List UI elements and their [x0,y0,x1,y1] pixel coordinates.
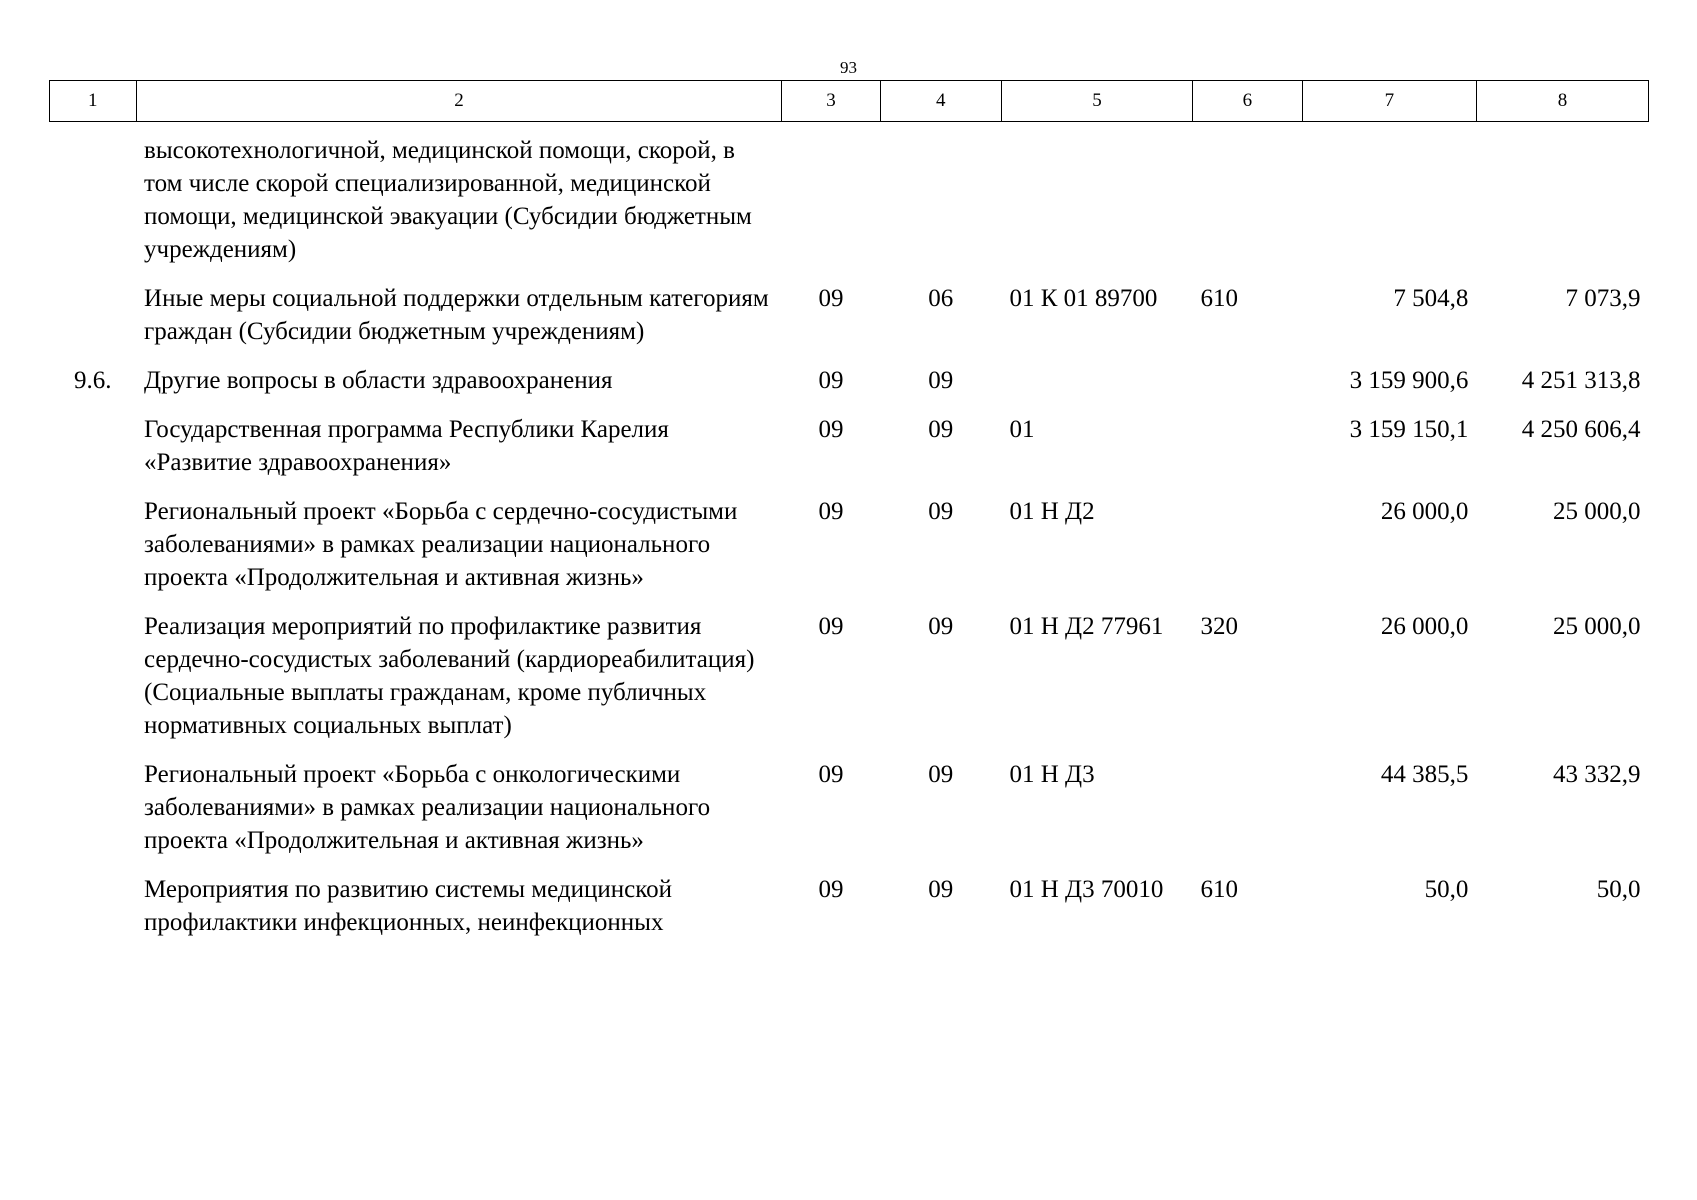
section-code-cell: 09 [818,285,844,312]
section-code-cell: 09 [818,761,844,788]
amount-col8-cell: 4 251 313,8 [1521,367,1641,394]
subsection-code-cell: 09 [928,876,954,903]
amount-col7-cell: 3 159 900,6 [1349,367,1469,394]
section-code-cell: 09 [818,876,844,903]
section-code-cell: 09 [818,498,844,525]
section-cell: 9.6. [74,367,112,394]
amount-col7-cell [1302,122,1476,283]
expense-type-cell: 610 [1200,285,1239,312]
amount-col7-cell: 26 000,0 [1380,498,1469,525]
amount-col8-cell: 43 332,9 [1553,761,1641,788]
name-cell: Другие вопросы в области здравоохранения [144,367,613,394]
section-cell [50,282,137,364]
table-row [50,364,1649,413]
table-row [50,413,1649,495]
target-article-cell: 01 Н Д3 [1009,761,1095,788]
subsection-code-cell: 09 [928,416,954,443]
column-header: 7 [1302,81,1476,122]
section-code-cell: 09 [818,416,844,443]
subsection-code-cell: 09 [928,761,954,788]
expense-type-cell [1193,364,1303,413]
subsection-code-cell: 06 [928,285,954,312]
amount-col8-cell [1476,122,1648,283]
amount-col7-cell: 7 504,8 [1393,285,1469,312]
expense-type-cell [1193,122,1303,283]
amount-col8-cell: 25 000,0 [1553,613,1641,640]
section-cell [50,873,137,955]
column-header: 2 [136,81,782,122]
subsection-code-cell: 09 [928,367,954,394]
target-article-cell: 01 К 01 89700 [1009,285,1158,312]
column-header: 3 [782,81,880,122]
expense-type-cell [1193,413,1303,495]
name-cell: Мероприятия по развитию системы медицинской профилактики инфекционных, неинфекционных [144,876,672,936]
name-cell: Региональный проект «Борьба с онкологическими заболеваниями» в рамках реализации национального проекта «Продолжительная и активная жизнь» [144,761,711,854]
amount-col8-cell: 7 073,9 [1565,285,1641,312]
column-header: 8 [1476,81,1648,122]
section-code-cell [782,122,880,283]
name-cell: Реализация мероприятий по профилактике развития сердечно-сосудистых заболеваний (кардиореабилитация) (Социальные выплаты гражданам, кроме публичных нормативных социальных выплат) [144,613,755,739]
header-row [50,81,1649,122]
table-row [50,282,1649,364]
amount-col8-cell: 50,0 [1596,876,1641,903]
target-article-cell [1001,364,1192,413]
column-header: 5 [1001,81,1192,122]
name-cell: Региональный проект «Борьба с сердечно-сосудистыми заболеваниями» в рамках реализации национального проекта «Продолжительная и активная жизнь» [144,498,738,591]
expense-type-cell [1193,758,1303,873]
column-header: 6 [1193,81,1303,122]
target-article-cell: 01 Н Д3 70010 [1009,876,1164,903]
target-article-cell: 01 Н Д2 [1009,498,1095,525]
table-row [50,610,1649,758]
subsection-code-cell: 09 [928,498,954,525]
subsection-code-cell [880,122,1001,283]
table-row [50,873,1649,955]
name-cell: Иные меры социальной поддержки отдельным категориям граждан (Субсидии бюджетным учреждениям) [144,285,769,345]
section-cell [50,610,137,758]
name-cell: высокотехнологичной, медицинской помощи, скорой, в том числе скорой специализированной, медицинской помощи, медицинской эвакуации (Субсидии бюджетным учреждениям) [144,137,752,263]
expense-type-cell: 610 [1200,876,1239,903]
expense-type-cell [1193,495,1303,610]
table-row [50,122,1649,283]
amount-col8-cell: 4 250 606,4 [1521,416,1641,443]
name-cell: Государственная программа Республики Карелия «Развитие здравоохранения» [144,416,669,476]
amount-col7-cell: 3 159 150,1 [1349,416,1469,443]
subsection-code-cell: 09 [928,613,954,640]
amount-col7-cell: 44 385,5 [1380,761,1469,788]
column-header: 4 [880,81,1001,122]
section-cell [50,122,137,283]
page-number: 93 [840,58,857,77]
column-header: 1 [50,81,137,122]
amount-col7-cell: 50,0 [1424,876,1469,903]
section-cell [50,495,137,610]
table-row [50,495,1649,610]
section-cell [50,758,137,873]
target-article-cell: 01 Н Д2 77961 [1009,613,1164,640]
target-article-cell [1001,122,1192,283]
target-article-cell: 01 [1009,416,1035,443]
section-code-cell: 09 [818,613,844,640]
expense-type-cell: 320 [1200,613,1239,640]
section-cell [50,413,137,495]
table-row [50,758,1649,873]
amount-col7-cell: 26 000,0 [1380,613,1469,640]
amount-col8-cell: 25 000,0 [1553,498,1641,525]
budget-table [49,80,1649,955]
section-code-cell: 09 [818,367,844,394]
